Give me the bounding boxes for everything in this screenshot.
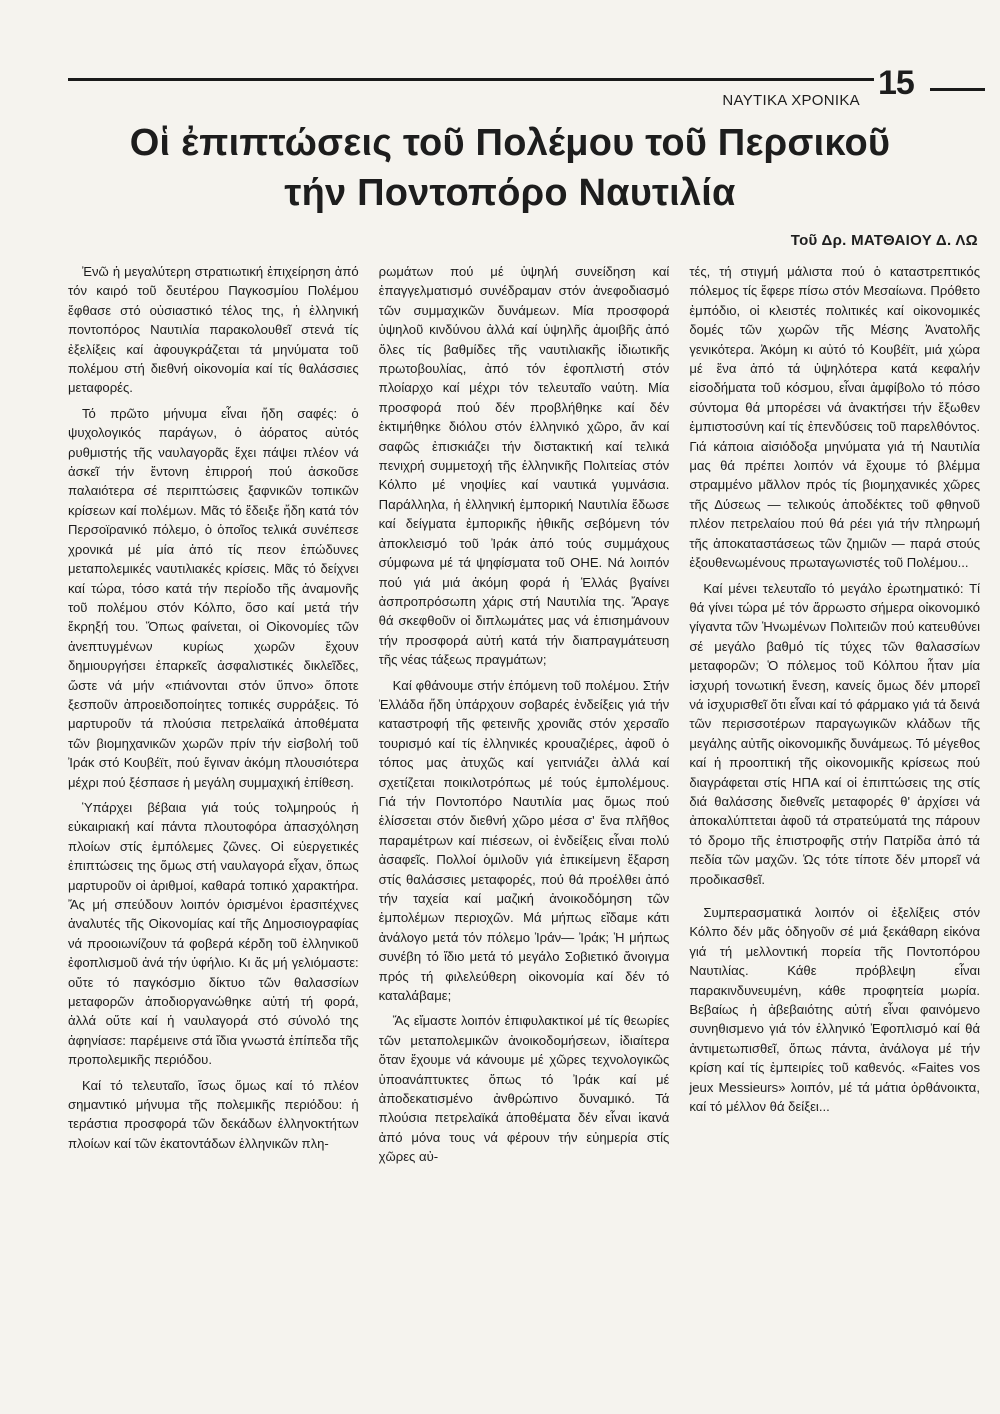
paragraph: Συμπερασματικά λοιπόν οἱ ἐξελίξεις στόν Κόλπο δέν μᾶς ὁδηγοῦν σέ μιά ξεκάθαρη εἰκόνα γιά τή μελλοντική πορεία τῆς Ποντοπόρου Ναυτιλίας. Κάθε πρόβλεψη εἶναι παρακινδυνευμένη, κάθε προφητεία μωρία. Βεβαίως ἡ ἀβεβαιότης αὐτή εἶναι φαινόμενο συνηθισμενο γιά τόν ἑλληνικό Ἐφοπλισμό καί θά ἀντιμετωπισθεῖ, ὅπως πάντα, ἀνάλογα μέ τήν κρίση καί τίς ἐμπειρίες τοῦ καθενός. «Faites vos jeux Messieurs» λοιπόν, μέ τά μάτια ὀρθάνοικτα, καί τό μέλλον θά δείξει...	[689, 905, 981, 1115]
header-rule-left	[68, 78, 874, 81]
paragraph: ρωμάτων πού μέ ὑψηλή συνείδηση καί ἐπαγγελματισμό συνέδραμαν στόν ἀνεφοδιασμό τῶν συμμαχικῶν δυνάμεων. Μία προσφορά ὑψηλοῦ κινδύνου ἀλλά καί ὑψηλῆς ἀμοιβῆς ἀπό ὅλες τίς βαθμίδες τῆς ναυτιλιακῆς ἰδιωτικῆς πρωτοβουλίας, ἀπό τόν ἐφοπλιστή στόν πλοίαρχο καί μέχρι τόν τελευταῖο ναύτη. Μία προσφορά πού δέν προβλήθηκε καί δέν ἐκτιμήθηκε διόλου στόν ἑλληνικό χῶρο, ἄν καί σαφῶς ἐπισκιάζει τήν διστακτική καί τελικά πενιχρή συμμετοχή τῆς ἑλληνικῆς Πολιτείας στόν Κόλπο μέ νηοψίες καί ναυτικά γυμνάσια. Παράλληλα, ἡ ἑλληνική ἐμπορική Ναυτιλία ἔδωσε καί δείγματα ἐμπορικῆς ἠθικῆς σεβόμενη τόν ἀποκλεισμό τοῦ Ἰράκ ἀπό τούς συμμάχους σύμφωνα μέ τά ψηφίσματα τοῦ ΟΗΕ. Νά λοιπόν πού γιά μιά ἀκόμη φορά ἡ Ἑλλάς βγαίνει ἀσπροπρόσωπη χάρις στή Ναυτιλία της. Ἄραγε θά σκεφθοῦν οἱ διπλωμάτες μας νά ἐπισημάνουν τήν προσφορά αὐτή κατά τήν διαπραγμάτευση τῆς νέας τάξεως πραγμάτων;	[378, 264, 670, 668]
paragraph: τές, τή στιγμή μάλιστα πού ὁ καταστρεπτικός πόλεμος τίς ἔφερε πίσω στόν Μεσαίωνα. Πρόθετο ἐμπόδιο, οἱ κλειστές πολιτικές καί οἰκονομικές δομές τῶν χωρῶν τῆς Μέσης Ἀνατολῆς γενικότερα. Ἀκόμη κι αὐτό τό Κουβέϊτ, μιά χώρα μέ ἕνα ἀπό τά ὑψηλότερα κατά κεφαλήν εἰσοδήματα τοῦ κόσμου, εἶναι ἀμφίβολο τό πόσο σύντομα θά μπορέσει νά ἀνακτήσει τήν ἔξωθεν ἐμπιστοσύνη καί τίς ἐπενδύσεις τοῦ παρελθόντος. Γιά κάποια αἰσιόδοξα μηνύματα γιά τή Ναυτιλία μας θά πρέπει λοιπόν νά ἔχουμε τό βλέμμα στραμμένο μᾶλλον πρός τίς βιομηχανικές χῶρες τῆς Δύσεως — τελικούς ἀποδέκτες τοῦ φθηνοῦ πλέον πετρελαίου πού θά ρέει γιά τήν πληρωμή τῆς ἀποκαταστάσεως τῶν ζημιῶν — παρά στούς ἐξουθενωμένους πρωταγωνιστές τοῦ Πολέμου...	[689, 264, 981, 571]
paragraph: Ὑπάρχει βέβαια γιά τούς τολμηρούς ἡ εὐκαιριακή καί πάντα πλουτοφόρα ἀπασχόληση πλοίων στίς ἐμπόλεμες ζῶνες. Οἱ εὐεργετικές ἐπιπτώσεις της ὅμως στή ναυλαγορά εἶχαν, ὅπως μαρτυροῦν οἱ ἀριθμοί, καθαρά τοπικό χαρακτήρα. Ἄς μή σπεύδουν λοιπόν ὁρισμένοι ἐρασιτέχνες ἀναλυτές τῆς Οἰκονομίας καί τῆς Δημοσιογραφίας νά προοιωνίζουν τά φοβερά κέρδη τοῦ ἑλληνικοῦ ἐφοπλισμοῦ ἀνά τήν ὑφήλιο. Κι ἄς μή γελιόμαστε: οὔτε τό παγκόσμιο δίκτυο τῶν θαλασσίων μεταφορῶν ἀποδιοργανώθηκε αὐτή τή φορά, ἀλλά οὔτε καί ἡ ναυλαγορά στό σύνολό της ἀφηνίασε: παρέμεινε στά ἴδια γνωστά ἐπίπεδα τῆς προπολεμικῆς περιόδου.	[68, 799, 359, 1068]
text-column-2	[379, 262, 670, 1392]
paragraph: Ἄς εἴμαστε λοιπόν ἐπιφυλακτικοί μέ τίς θεωρίες τῶν μεταπολεμικῶν ἀνοικοδομήσεων, ἰδιαίτερα ὅταν ἔχουμε νά κάνουμε μέ χῶρες τεχνολογικῶς ὑποανάπτυκτες ὅπως τό Ἰράκ καί μέ ἀποδεκατισμένο ἀνθρώπινο δυναμικό. Τά πλούσια πετρελαϊκά ἀποθέματα δέν εἶναι ἱκανά ἀπό μόνα τους νά φέρουν τήν εὐημερία στίς χῶρες αὐ-	[378, 1013, 670, 1165]
paragraph: Καί τό τελευταῖο, ἴσως ὅμως καί τό πλέον σημαντικό μήνυμα τῆς πολεμικῆς περιόδου: ἡ τεράστια προσφορά τῶν δεκάδων ἑλληνοκτήτων πλοίων καί τῶν ἑκατοντάδων ἑλληνικῶν πλη-	[68, 1077, 359, 1151]
article-title-line-2: τήν Ποντοπόρο Ναυτιλία	[284, 172, 736, 214]
page-number: 15	[878, 64, 914, 102]
paragraph: Ἐνῶ ἡ μεγαλύτερη στρατιωτική ἐπιχείρηση ἀπό τόν καιρό τοῦ δευτέρου Παγκοσμίου Πολέμου ἔφθασε στό οὐσιαστικό τέλος της, ἡ ἑλληνική ποντοπόρος Ναυτιλία παρακολουθεῖ στενά τίς ἐξελίξεις καί ἀφουγκράζεται τά μηνύματα τοῦ πολέμου στή διεθνή οἰκονομία καί τίς θαλάσσιες μεταφορές.	[68, 264, 359, 396]
article-author: Τοῦ Δρ. ΜΑΤΘΑΙΟΥ Δ. ΛΩ	[790, 232, 978, 249]
paragraph: Τό πρῶτο μήνυμα εἶναι ἤδη σαφές: ὁ ψυχολογικός παράγων, ὁ ἀόρατος αὐτός ρυθμιστής τῆς ναυλαγορᾶς ἔχει πάψει πλέον νά ἀσκεῖ τήν ἔντονη ἐπιρροή πού ἀσκοῦσε παλαιότερα σέ περιπτώσεις ξαφνικῶν τοπικῶν κρίσεων καί πολέμων. Μᾶς τό ἔδειξε ἤδη κατά τόν Περσοϊρανικό πόλεμο, ὁ ὁποῖος τελικά συνέπεσε χρονικά μέ μία ἀπό τίς πεον ἐπώδυνες μεταπολεμικές ναυτιλιακές κρίσεις. Μᾶς τό δείχνει καί τώρα, τόσο κατά τήν περίοδο τῆς ἀναμονῆς τοῦ πολέμου στόν Κόλπο, ὅσο καί μετά τήν ἔκρηξή του. Ὅπως φαίνεται, οἱ Οἰκονομίες τῶν ἀνεπτυγμένων κυρίως χωρῶν ἔχουν δημιουργήσει ἐπαρκεῖς ἀσφαλιστικές δικλεῖδες, ὥστε νά μήν «πιάνονται στόν ὕπνο» ὅποτε ξεσποῦν ἀπροειδοποίητες τοπικές συρράξεις. Τό μαρτυροῦν τά πλούσια πετρελαϊκά ἀποθέματα τῶν βιομηχανικῶν χωρῶν πρίν τήν εἰσβολή τοῦ Ἰράκ στό Κουβέϊτ, πού ἔγιναν ἀκόμη πλουσιότερα μέχρι πού ξέσπασε ἡ μεγάλη συμμαχική ἐπίθεση.	[68, 405, 359, 790]
paragraph: Καί φθάνουμε στήν ἑπόμενη τοῦ πολέμου. Στήν Ἑλλάδα ἤδη ὑπάρχουν σοβαρές ἐνδείξεις γιά τήν καταστροφή τῆς φετεινῆς χρονιᾶς στόν χερσαῖο τουρισμό καί τίς ἑλληνικές κρουαζιέρες, ἀφοῦ ὁ τόπος μας ἀτυχῶς καί γειτνιάζει ἀλλά καί σχετίζεται ποικιλοτρόπως μέ τούς ἐμπολέμους. Γιά τήν Ποντοπόρο Ναυτιλία μας ὅμως πού ἑλίσσεται στόν διεθνή χῶρο μέσα σ' ἕνα πλῆθος παραμέτρων καί πιέσεων, οἱ ἐνδείξεις εἶναι πολύ ἀσαφεῖς. Πολλοί ὁμιλοῦν γιά ἐπικείμενη ἔξαρση στίς θαλάσσιες μεταφορές, πού θά προέλθει ἀπό τήν ταχεία καί μαζική ἀνοικοδόμηση τῶν ἐμπολέμων περιοχῶν. Μά μήπως εἴδαμε κάτι ἀνάλογο μετά τόν πόλεμο Ἰράν— Ἰράκ; Ἡ μήπως συνέβη τό ἴδιο μετά τό μεγάλο Σοβιετικό ἄνοιγμα πρός τή φιλελεύθερη οἰκονομία καί δέν τό καταλάβαμε;	[378, 677, 670, 1004]
text-column-3	[689, 262, 980, 1392]
paragraph: Καί μένει τελευταῖο τό μεγάλο ἐρωτηματικό: Τί θά γίνει τώρα μέ τόν ἄρρωστο σήμερα οἰκονομικό γίγαντα τῶν Ἡνωμένων Πολιτειῶν πού κατευθύνει σέ μεγάλο βαθμό τίς τύχες τῶν θαλασσίων μεταφορῶν; Ὁ πόλεμος τοῦ Κόλπου ἦταν μία ἰσχυρή τονωτική ἔνεση, κανείς ὅμως δέν μπορεῖ νά ἰσχυρισθεῖ ὅτι εἶναι καί τό φάρμακο γιά τά δεινά τῶν περισσοτέρων παραγωγικῶν κλάδων τῆς μεγάλης αὐτῆς οἰκονομικῆς δυνάμεως. Τό μέγεθος καί ἡ προοπτική τῆς οἰκονομικῆς κρίσεως πού διαγράφεται στίς ΗΠΑ καί οἱ ἐπιπτώσεις της στίς διά θαλάσσης διεθνεῖς μεταφορές θ' ἀρχίσει νά ἀποκαλύπτεται ἀφοῦ τά στρατεύματά της πάρουν τό δρομο τῆς ἐπιστροφῆς στήν Πατρίδα ἀπό τά πεδία τῶν μαχῶν. Ὡς τότε τίποτε δέν μπορεῖ νά προδικασθεῖ.	[689, 580, 981, 887]
article-title	[80, 118, 940, 218]
article-title-line-1: Οἱ ἐπιπτώσεις τοῦ Πολέμου τοῦ Περσικοῦ	[129, 122, 891, 164]
text-column-1	[68, 262, 359, 1392]
section-name: ΝΑΥΤΙΚΑ ΧΡΟΝΙΚΑ	[722, 92, 860, 109]
header-rule-right	[930, 88, 985, 91]
article-body	[68, 262, 980, 1392]
